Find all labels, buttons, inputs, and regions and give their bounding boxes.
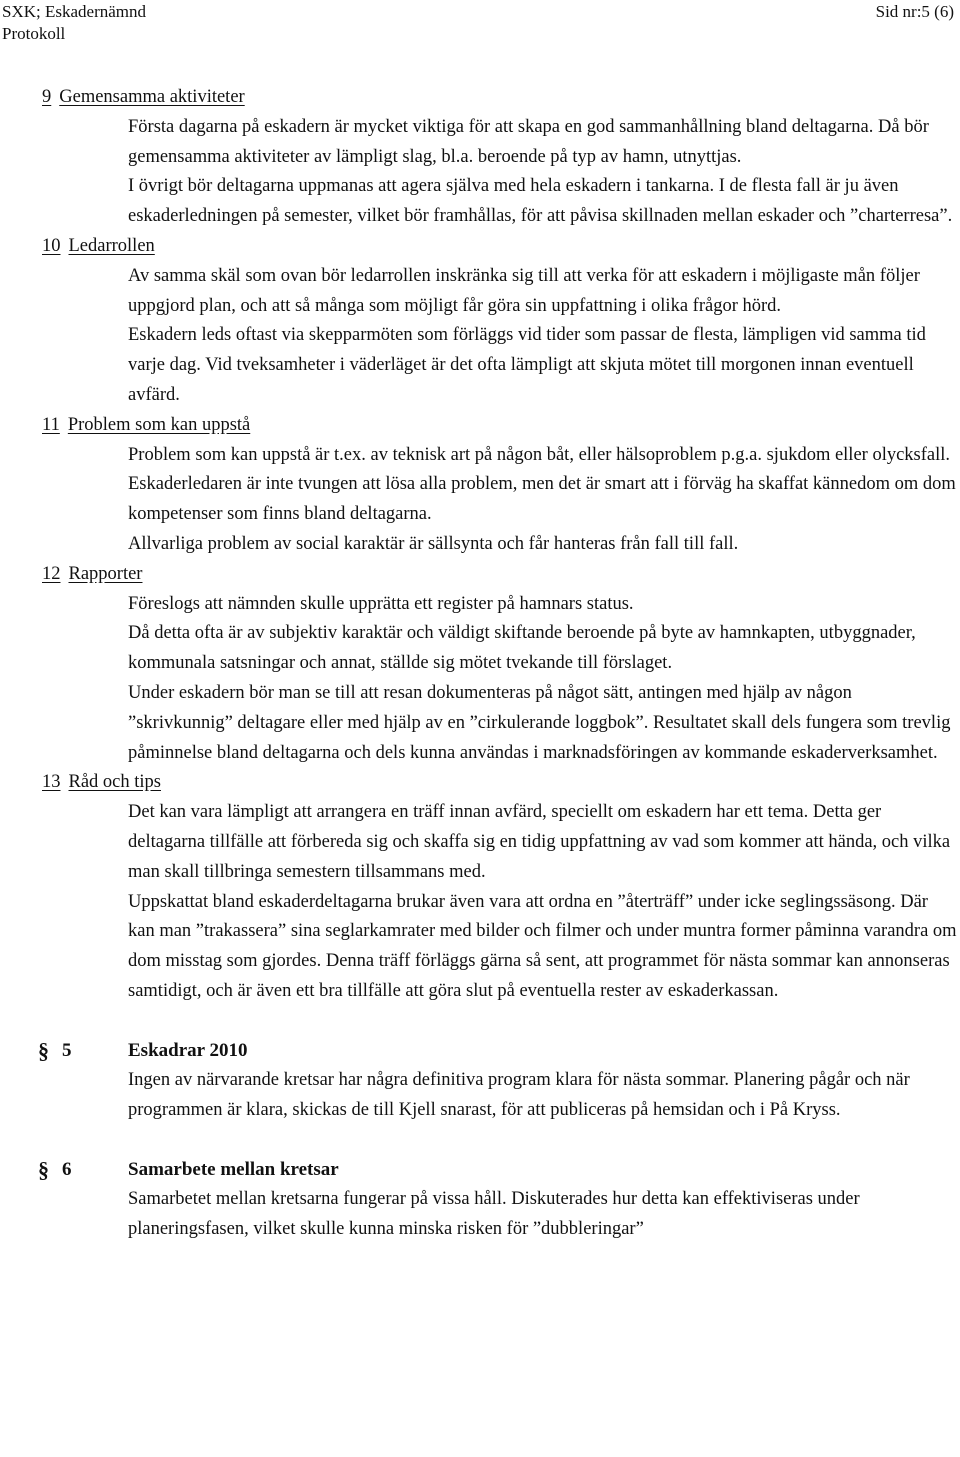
section-sign: §: [38, 1157, 49, 1183]
item-paragraph: Eskadern leds oftast via skepparmöten som förläggs vid tider som passar de flesta, lämpligen vid samma tid varje dag. Vid tveksamheter i väderläget är det ofta lämpligt att skjuta mötet till morgonen innan eventuell avfärd.: [128, 325, 926, 405]
item-9: [0, 83, 960, 232]
section-text: Ingen av närvarande kretsar har några definitiva program klara för nästa sommar. Planering pågår och när programmen är klara, skickas de till Kjell snarast, för att publiceras på hemsidan och i På Kryss.: [128, 1070, 910, 1120]
item-title: Problem som kan uppstå: [67, 414, 251, 435]
document-body: [0, 83, 960, 1245]
section-title: Samarbete mellan kretsar: [128, 1159, 339, 1181]
header-doc-type: Protokoll: [2, 24, 66, 43]
item-paragraph: Det kan vara lämpligt att arrangera en träff innan avfärd, speciellt om eskadern har ett tema. Detta ger deltagarna tillfälle att förbereda sig och skaffa sig en tidig uppfattning av vad som kommer att hända, och vilka man skall tillbringa semestern tillsammans med.: [128, 802, 951, 882]
item-paragraph: Problem som kan uppstå är t.ex. av teknisk art på någon båt, eller hälsoproblem p.g.a. sjukdom eller olycksfall. Eskaderledaren är inte tvungen att lösa alla problem, men det är smart att i förväg ha skaffat kännedom om dom kompetenser som finns bland deltagarna.: [128, 444, 956, 525]
item-title: Rapporter: [68, 563, 143, 584]
section-number: 6: [62, 1159, 72, 1181]
item-number: 11: [42, 414, 60, 435]
item-heading: [42, 411, 960, 441]
section-6: [0, 1155, 960, 1245]
item-number: 9: [42, 87, 52, 107]
item-paragraph: I övrigt bör deltagarna uppmanas att agera själva med hela eskadern i tankarna. I de flesta fall är ju även eskaderledningen på semester, vilket bör framhållas, för att påvisa skillnaden mellan eskader och ”charterresa”.: [128, 176, 953, 227]
header-left: [2, 1, 146, 45]
item-paragraph: Första dagarna på eskadern är mycket viktiga för att skapa en god sammanhållning bland deltagarna. Då bör gemensamma aktiviteter av lämpligt slag, bl.a. beroende på typ av hamn, utnyttjas.: [128, 116, 929, 167]
item-number: 13: [42, 772, 61, 793]
item-heading: [42, 232, 960, 262]
item-paragraph: Uppskattat bland eskaderdeltagarna brukar även vara att ordna en ”återträff” under icke seglingssäsong. Där kan man ”trakassera” sina seglarkamrater med bilder och filmer och under muntra former påminna varandra om dom misstag som gjordes. Denna träff förläggs gärna så sent, att programmet för nästa sommar kan annonseras samtidigt, och är även ett bra tillfälle att göra slut på eventuella rester av eskaderkassan.: [128, 891, 957, 1001]
section-sign: §: [38, 1038, 49, 1064]
item-title: Ledarrollen: [68, 235, 155, 256]
item-title: Gemensamma aktiviteter: [59, 87, 245, 107]
item-heading: [42, 768, 960, 798]
item-number: 10: [42, 235, 61, 256]
header-org: SXK; Eskadernämnd: [2, 2, 147, 21]
item-paragraph: Under eskadern bör man se till att resan dokumenteras på något sätt, antingen med hjälp av någon ”skrivkunnig” deltagare eller med hjälp av en ”cirkulerande loggbok”. Resultatet skall dels fungera som trevlig påminnelse bland deltagarna och dels kunna användas i marknadsföringen av kommande eskaderverksamhet.: [128, 682, 951, 763]
item-paragraph: Allvarliga problem av social karaktär är sällsynta och får hanteras från fall till fall.: [128, 533, 739, 554]
item-title: Råd och tips: [68, 772, 161, 793]
item-heading: [42, 560, 960, 590]
item-11: [0, 411, 960, 560]
item-13: [0, 768, 960, 1006]
section-heading: [0, 1155, 960, 1185]
section-heading: [0, 1036, 960, 1066]
item-paragraph: Föreslogs att nämnden skulle upprätta ett register på hamnars status.: [128, 593, 634, 614]
section-5: [0, 1036, 960, 1126]
section-number: 5: [62, 1040, 72, 1062]
item-heading: [42, 83, 960, 113]
page-number: Sid nr:5 (6): [875, 2, 954, 21]
item-12: [0, 560, 960, 769]
section-title: Eskadrar 2010: [128, 1040, 248, 1062]
item-10: [0, 232, 960, 411]
page-header: [0, 0, 960, 48]
item-paragraph: Av samma skäl som ovan bör ledarrollen inskränka sig till att verka för att eskadern i möjligaste mån följer uppgjord plan, och att så många som möjligt får göra sin uppfattning i olika frågor hörd.: [128, 265, 920, 316]
item-paragraph: Då detta ofta är av subjektiv karaktär och väldigt skiftande beroende på byte av hamnkapten, utbyggnader, kommunala satsningar och annat, ställde sig mötet tvekande till förslaget.: [128, 623, 916, 674]
section-text: Samarbetet mellan kretsarna fungerar på vissa håll. Diskuterades hur detta kan effektiviseras under planeringsfasen, vilket skulle kunna minska risken för ”dubbleringar”: [128, 1189, 860, 1240]
item-number: 12: [42, 563, 61, 584]
